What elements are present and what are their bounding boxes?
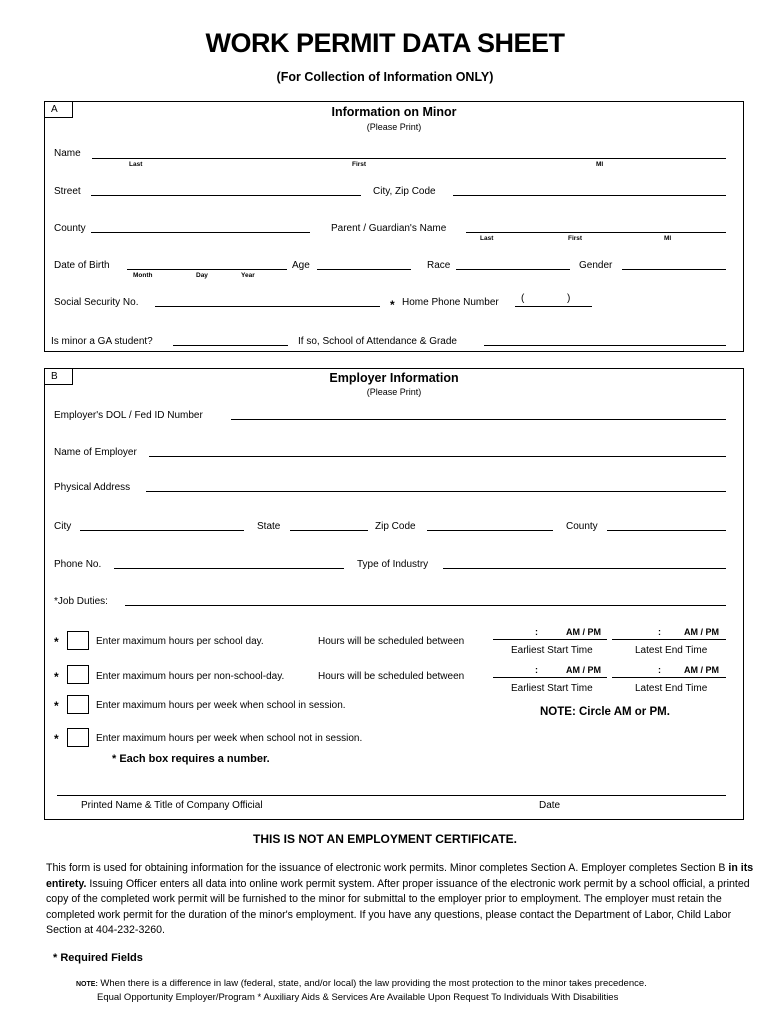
employer-phone-label: Phone No. — [54, 559, 102, 570]
instructions-paragraph — [46, 861, 758, 939]
required-fields-note: * Required Fields — [53, 952, 143, 964]
dol-id-field[interactable] — [231, 419, 726, 420]
job-duties-field[interactable] — [125, 605, 726, 606]
dob-month-caption: Month — [133, 272, 153, 279]
hours-row-3-star: * — [54, 699, 59, 713]
parent-label: Parent / Guardian's Name — [331, 223, 447, 234]
street-field[interactable] — [91, 195, 361, 196]
ga-student-field[interactable] — [173, 345, 288, 346]
hours-between-label-2: Hours will be scheduled between — [318, 671, 465, 682]
parent-field[interactable] — [466, 232, 726, 233]
industry-field[interactable] — [443, 568, 726, 569]
start-colon-2: : — [535, 665, 538, 675]
race-label: Race — [427, 260, 451, 271]
hours-non-school-day-label: Enter maximum hours per non-school-day. — [96, 671, 285, 682]
section-a-please-print: (Please Print) — [366, 122, 422, 132]
gender-field[interactable] — [622, 269, 726, 270]
street-label: Street — [54, 186, 81, 197]
dol-id-label: Employer's DOL / Fed ID Number — [54, 410, 203, 421]
employer-phone-field[interactable] — [114, 568, 344, 569]
employer-city-label: City — [54, 521, 72, 532]
legal-note-line-2: Equal Opportunity Employer/Program * Auxiliary Aids & Services Are Available Upon Request To Individuals With Disabilities — [97, 992, 619, 1003]
end-ampm-2: AM / PM — [684, 665, 719, 675]
gender-label: Gender — [579, 260, 613, 271]
name-field[interactable] — [92, 158, 726, 159]
parent-first-caption: First — [568, 235, 583, 242]
employer-name-field[interactable] — [149, 456, 726, 457]
start-ampm-2: AM / PM — [566, 665, 601, 675]
home-phone-label: Home Phone Number — [402, 297, 499, 308]
employer-state-field[interactable] — [290, 530, 368, 531]
school-label: If so, School of Attendance & Grade — [298, 336, 457, 347]
hours-week-in-session-box[interactable] — [67, 695, 89, 714]
legal-note-line-1 — [76, 978, 647, 989]
hours-school-day-box[interactable] — [67, 631, 89, 650]
hours-row-2-star: * — [54, 670, 59, 684]
employer-county-label: County — [566, 521, 598, 532]
age-label: Age — [292, 260, 310, 271]
end-ampm-1: AM / PM — [684, 627, 719, 637]
earliest-start-caption-1: Earliest Start Time — [511, 645, 593, 656]
official-signature-line[interactable] — [57, 795, 726, 796]
dob-field[interactable] — [127, 269, 287, 270]
circle-ampm-note: NOTE: Circle AM or PM. — [540, 706, 670, 718]
employer-zip-label: Zip Code — [375, 521, 416, 532]
section-b-heading: Employer Information — [329, 371, 459, 385]
section-a-heading: Information on Minor — [331, 105, 457, 119]
employer-zip-field[interactable] — [427, 530, 553, 531]
start-ampm-1: AM / PM — [566, 627, 601, 637]
parent-mi-caption: MI — [664, 235, 672, 242]
hours-non-school-day-box[interactable] — [67, 665, 89, 684]
section-b-badge: B — [45, 369, 73, 385]
hours-week-not-in-session-box[interactable] — [67, 728, 89, 747]
earliest-start-field-1[interactable] — [493, 639, 607, 640]
hours-week-in-session-label: Enter maximum hours per week when school in session. — [96, 700, 346, 711]
employer-name-label: Name of Employer — [54, 447, 137, 458]
instructions-text-2: Issuing Officer enters all data into online work permit system. After proper issuance of the electronic work permit by a school official, a printed copy of the completed work permit will be furnished to the minor for submittal to the employer prior to employment. The employer must retain the completed work permit for the duration of the minor's employment. If you have any questions, please contact the Department of Labor, Child Labor Section at 404-232-3260. — [46, 877, 750, 937]
section-b — [44, 368, 744, 820]
name-last-caption: Last — [129, 161, 143, 168]
employer-state-label: State — [257, 521, 281, 532]
ssn-label: Social Security No. — [54, 297, 139, 308]
parent-last-caption: Last — [480, 235, 494, 242]
latest-end-caption-2: Latest End Time — [635, 683, 708, 694]
dob-day-caption: Day — [196, 272, 208, 279]
section-a — [44, 101, 744, 352]
hours-between-label-1: Hours will be scheduled between — [318, 636, 465, 647]
name-label: Name — [54, 148, 81, 159]
page-subtitle: (For Collection of Information ONLY) — [276, 70, 494, 84]
hours-school-day-label: Enter maximum hours per school day. — [96, 636, 264, 647]
earliest-start-caption-2: Earliest Start Time — [511, 683, 593, 694]
hours-row-1-star: * — [54, 635, 59, 649]
name-first-caption: First — [352, 161, 367, 168]
physical-address-label: Physical Address — [54, 482, 131, 493]
dob-year-caption: Year — [241, 272, 255, 279]
dob-label: Date of Birth — [54, 260, 110, 271]
ssn-field[interactable] — [155, 306, 380, 307]
hours-row-4-star: * — [54, 732, 59, 746]
section-b-please-print: (Please Print) — [366, 387, 422, 397]
industry-label: Type of Industry — [357, 559, 429, 570]
hours-week-not-in-session-label: Enter maximum hours per week when school not in session. — [96, 733, 363, 744]
phone-required-star: * — [390, 298, 395, 312]
latest-end-field-2[interactable] — [612, 677, 726, 678]
physical-address-field[interactable] — [146, 491, 726, 492]
employer-city-field[interactable] — [80, 530, 244, 531]
city-zip-label: City, Zip Code — [373, 186, 436, 197]
name-mi-caption: MI — [596, 161, 604, 168]
ga-student-label: Is minor a GA student? — [51, 336, 153, 347]
section-a-badge: A — [45, 102, 73, 118]
official-name-title-label: Printed Name & Title of Company Official — [81, 800, 263, 811]
phone-close-paren: ) — [567, 293, 571, 304]
job-duties-label: *Job Duties: — [54, 596, 108, 607]
school-field[interactable] — [484, 345, 726, 346]
official-date-label: Date — [539, 800, 561, 811]
instructions-text-bold: in its entirety. — [46, 862, 754, 890]
age-field[interactable] — [317, 269, 411, 270]
not-certificate-heading: THIS IS NOT AN EMPLOYMENT CERTIFICATE. — [253, 832, 517, 846]
race-field[interactable] — [456, 269, 570, 270]
home-phone-field[interactable] — [515, 306, 592, 307]
latest-end-field-1[interactable] — [612, 639, 726, 640]
legal-note-prefix: NOTE: — [76, 981, 98, 988]
legal-note-text: When there is a difference in law (federal, state, and/or local) the law providing the most protection to the minor takes precedence. — [97, 978, 647, 989]
latest-end-caption-1: Latest End Time — [635, 645, 708, 656]
county-field[interactable] — [91, 232, 310, 233]
instructions-text-1: This form is used for obtaining information for the issuance of electronic work permits. Minor completes Section A. Employer completes Section B — [46, 862, 729, 874]
earliest-start-field-2[interactable] — [493, 677, 607, 678]
start-colon-1: : — [535, 627, 538, 637]
end-colon-2: : — [658, 665, 661, 675]
phone-open-paren: ( — [521, 293, 525, 304]
city-zip-field[interactable] — [453, 195, 726, 196]
box-requires-number-note: * Each box requires a number. — [112, 753, 270, 765]
employer-county-field[interactable] — [607, 530, 726, 531]
page-title: WORK PERMIT DATA SHEET — [205, 28, 565, 58]
end-colon-1: : — [658, 627, 661, 637]
county-label: County — [54, 223, 86, 234]
